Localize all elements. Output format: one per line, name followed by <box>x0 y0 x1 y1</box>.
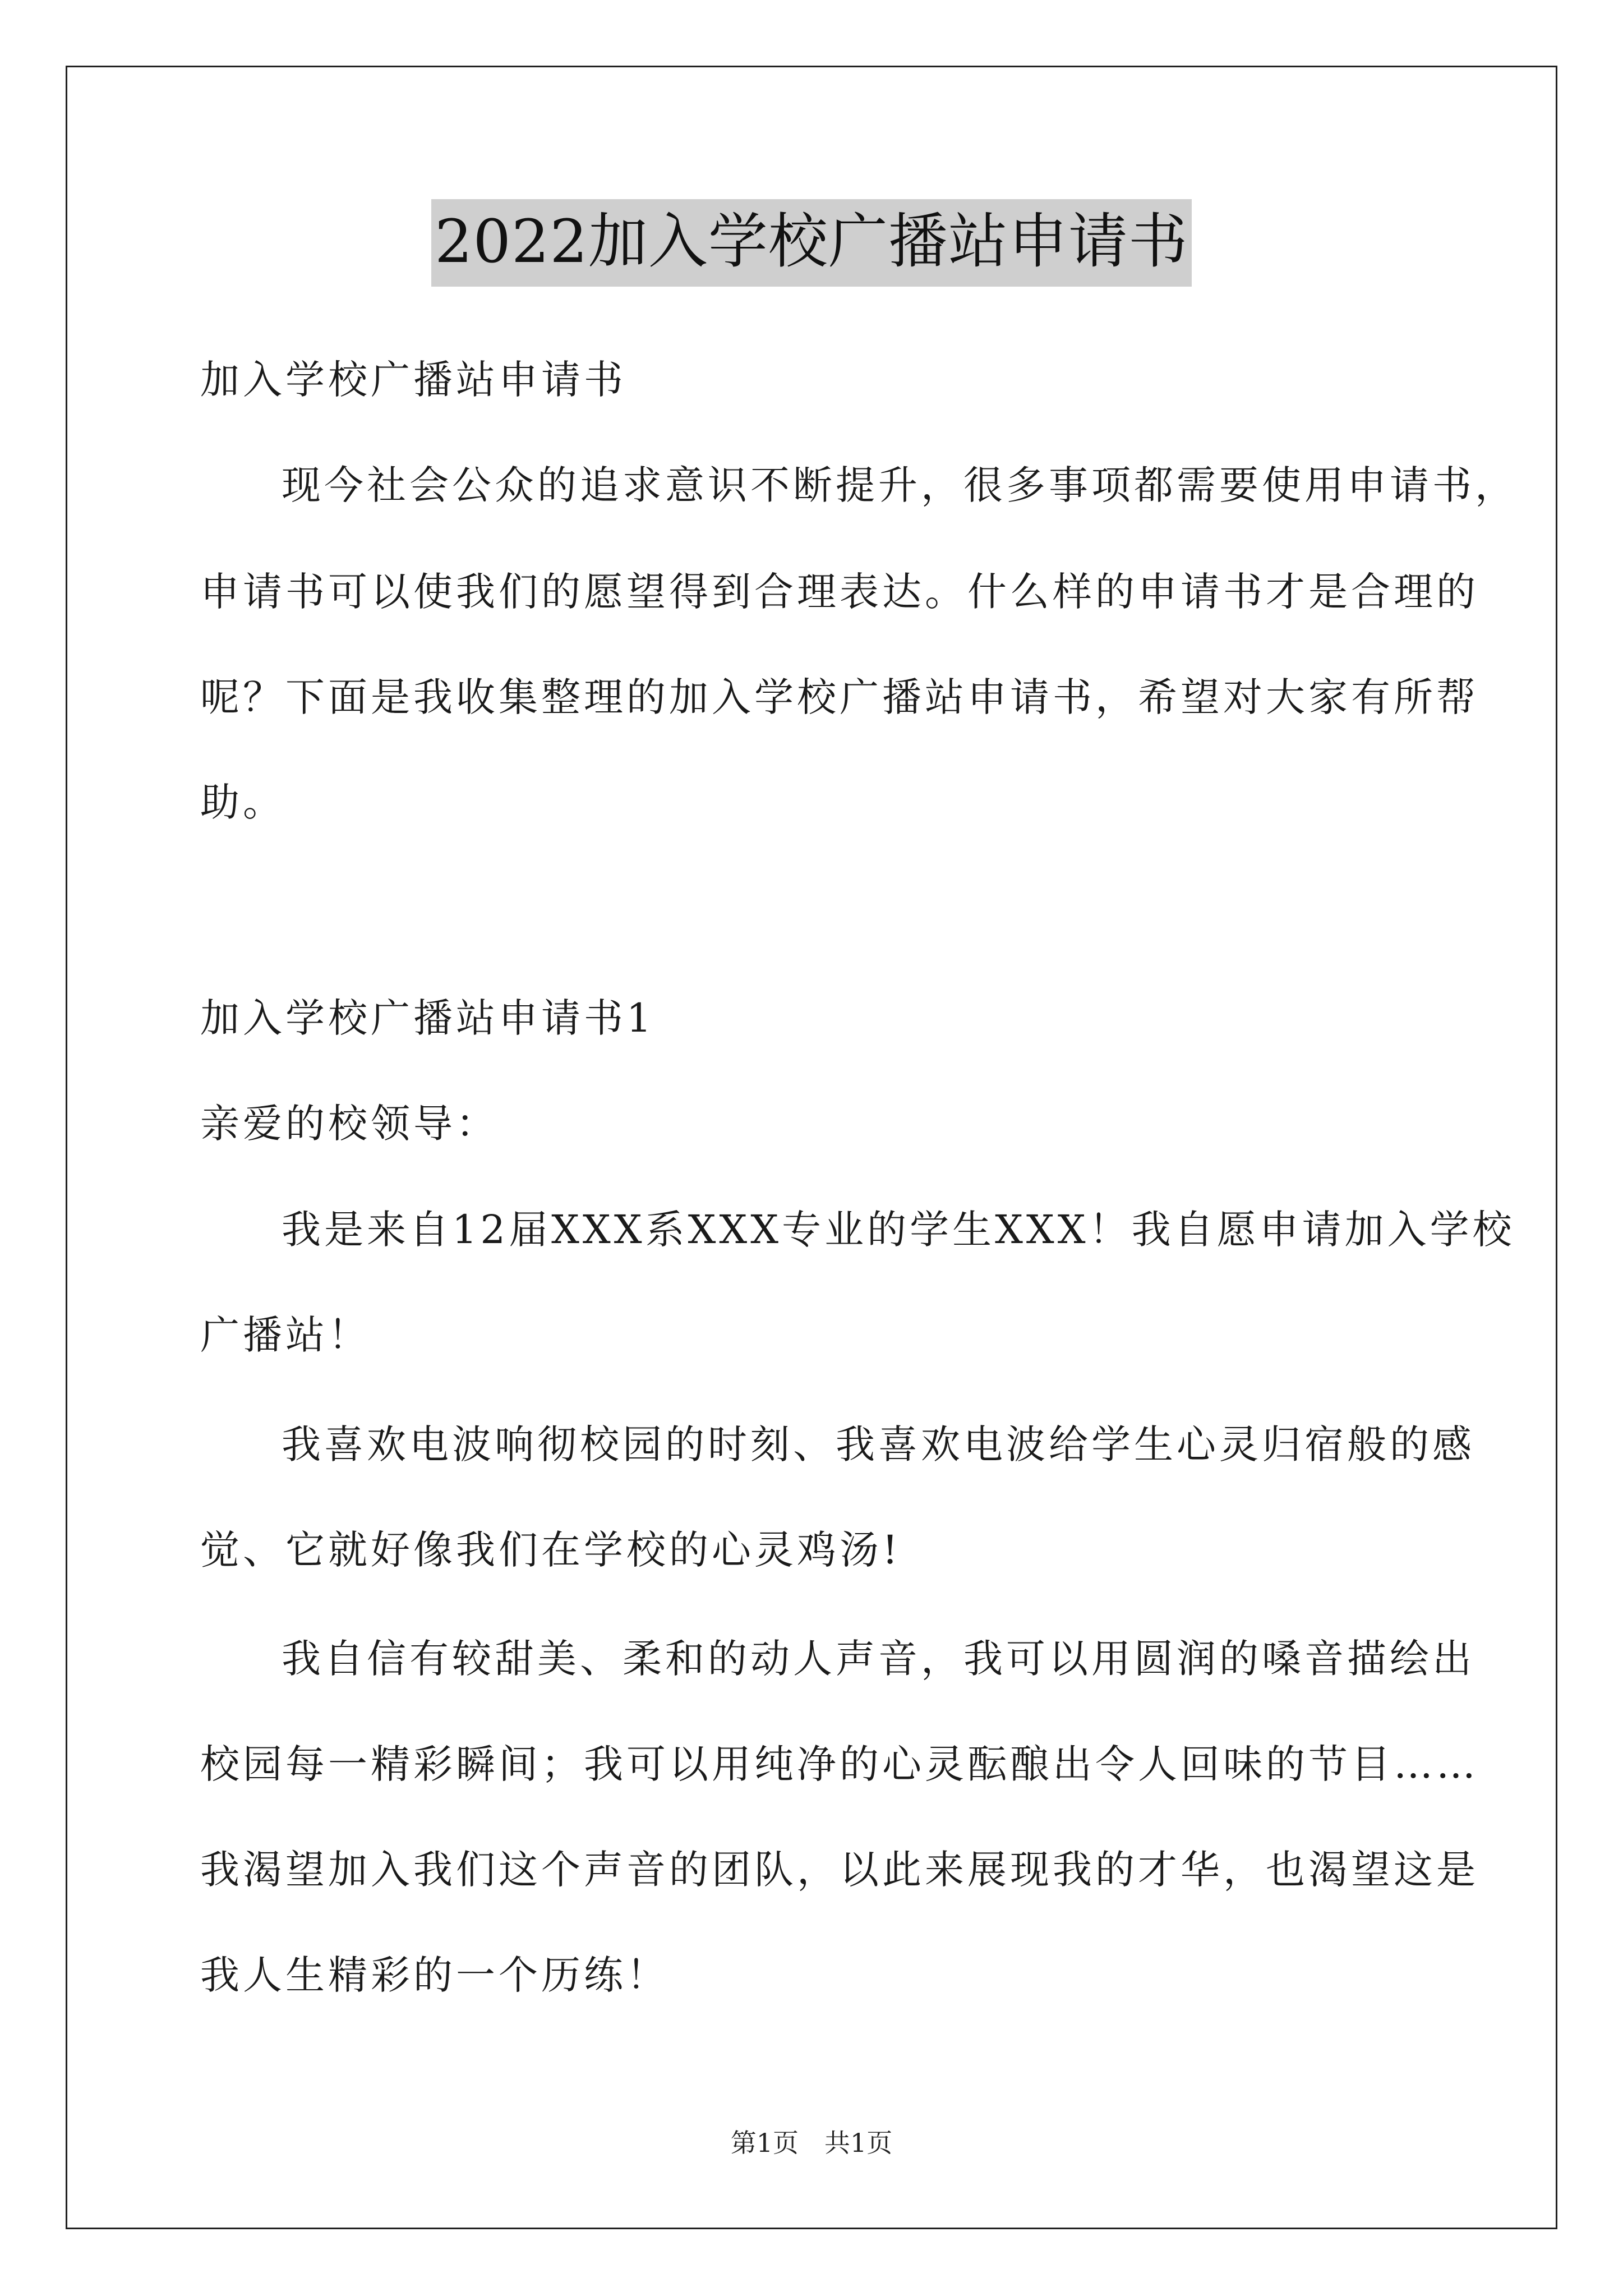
intro-line: 助。 <box>200 779 285 825</box>
letter-salutation: 亲爱的校领导： <box>200 1101 499 1147</box>
intro-line: 呢？下面是我收集整理的加入学校广播站申请书，希望对大家有所帮 <box>200 674 1479 720</box>
document-heading: 加入学校广播站申请书 <box>200 357 626 403</box>
body-line: 觉、它就好像我们在学校的心灵鸡汤! <box>200 1527 902 1573</box>
title-container <box>0 199 1623 287</box>
document-title: 2022加入学校广播站申请书 <box>431 199 1192 287</box>
body-line: 广播站！ <box>200 1312 371 1358</box>
body-line: 我是来自12届XXX系XXX专业的学生XXX！我自愿申请加入学校 <box>282 1207 1515 1253</box>
letter-subheading: 加入学校广播站申请书1 <box>200 995 655 1041</box>
body-line: 校园每一精彩瞬间；我可以用纯净的心灵酝酿出令人回味的节目…… <box>200 1741 1479 1787</box>
body-line: 我人生精彩的一个历练！ <box>200 1952 669 1998</box>
intro-line: 申请书可以使我们的愿望得到合理表达。什么样的申请书才是合理的 <box>200 569 1479 615</box>
body-line: 我喜欢电波响彻校园的时刻、我喜欢电波给学生心灵归宿般的感 <box>282 1421 1475 1467</box>
body-line: 我自信有较甜美、柔和的动人声音，我可以用圆润的嗓音描绘出 <box>282 1636 1475 1682</box>
page-number: 第1页 共1页 <box>730 2128 893 2158</box>
body-line: 我渴望加入我们这个声音的团队，以此来展现我的才华，也渴望这是 <box>200 1847 1479 1893</box>
intro-line: 现今社会公众的追求意识不断提升，很多事项都需要使用申请书， <box>282 462 1518 508</box>
